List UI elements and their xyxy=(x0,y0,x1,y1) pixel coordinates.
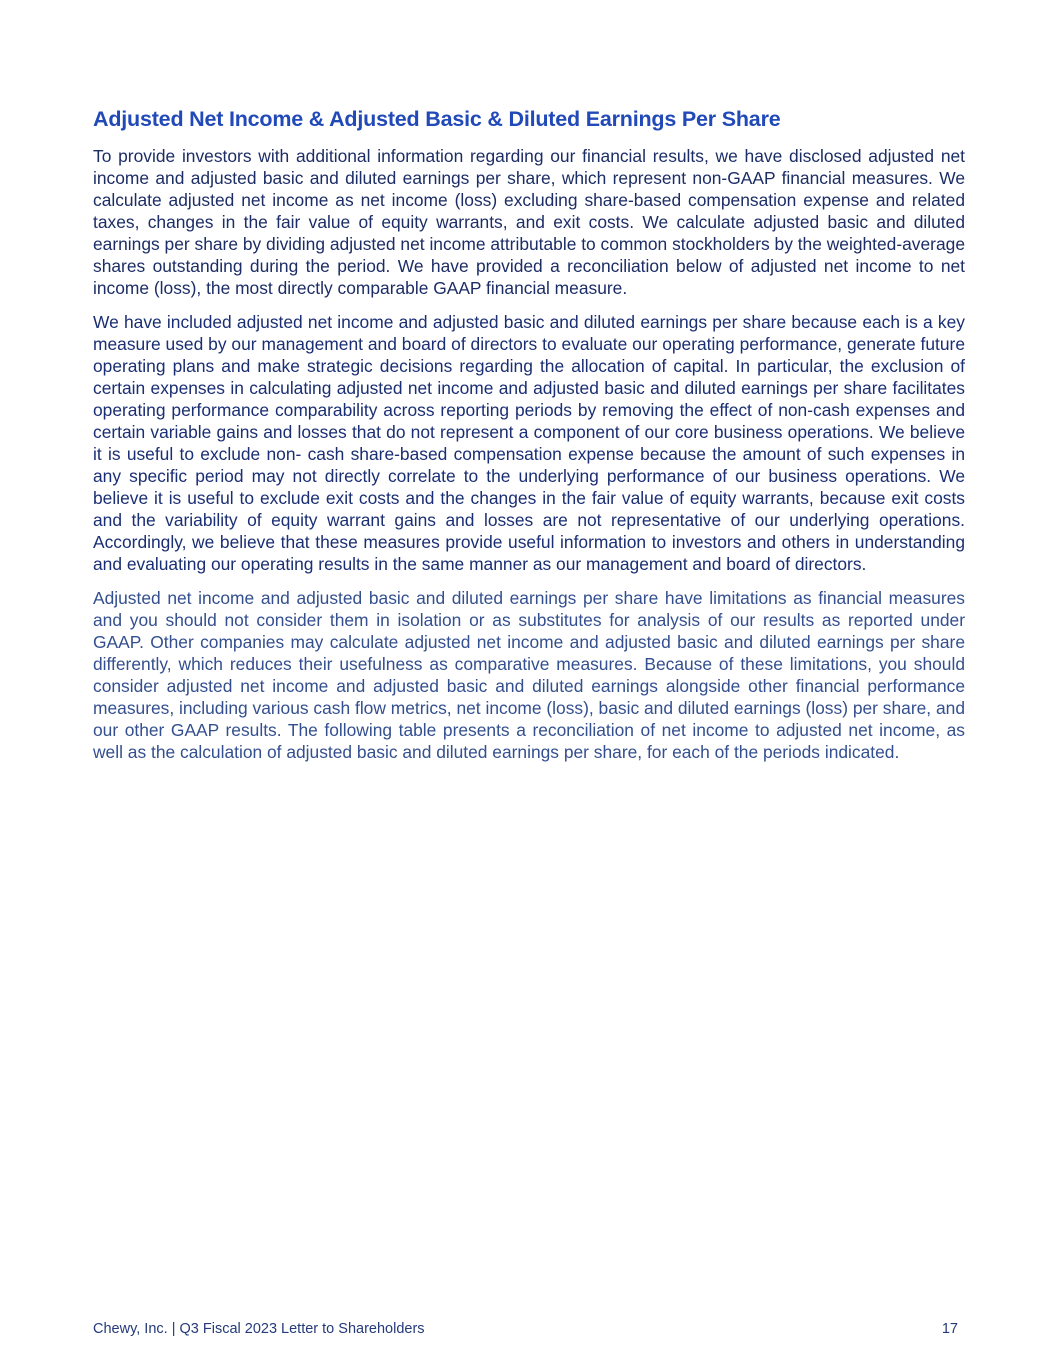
page-number: 17 xyxy=(941,1321,958,1337)
paragraph-limitations: Adjusted net income and adjusted basic and diluted earnings per share have limitations as financial measures and you should not consider them in isolation or as substitutes for analysis of our results as reported under GAAP. Other companies may calculate adjusted net income and adjusted basic and diluted earnings per share differently, which reduces their usefulness as comparative measures. Because of these limitations, you should consider adjusted net income and adjusted basic and diluted earnings alongside other financial performance measures, including various cash flow metrics, net income (loss), basic and diluted earnings (loss) per share, and our other GAAP results. The following table presents a reconciliation of net income to adjusted net income, as well as the calculation of adjusted basic and diluted earnings per share, for each of the periods indicated. xyxy=(93,588,965,762)
paragraph-non-gaap-definition: To provide investors with additional information regarding our financial results, we have disclosed adjusted net income and adjusted basic and diluted earnings per share, which represent non-GAAP financial measures. We calculate adjusted net income as net income (loss) excluding share-based compensation expense and related taxes, changes in the fair value of equity warrants, and exit costs. We calculate adjusted basic and diluted earnings per share by dividing adjusted net income attributable to common stockholders by the weighted-average shares outstanding during the period. We have provided a reconciliation below of adjusted net income to net income (loss), the most directly comparable GAAP financial measure. xyxy=(93,146,965,298)
footer-title: Chewy, Inc. | Q3 Fiscal 2023 Letter to Shareholders xyxy=(93,1321,425,1337)
paragraph-rationale: We have included adjusted net income and adjusted basic and diluted earnings per share because each is a key measure used by our management and board of directors to evaluate our operating performance, generate future operating plans and make strategic decisions regarding the allocation of capital. In particular, the exclusion of certain expenses in calculating adjusted net income and adjusted basic and diluted earnings per share facilitates operating performance comparability across reporting periods by removing the effect of non-cash expenses and certain variable gains and losses that do not represent a component of our core business operations. We believe it is useful to exclude non- cash share-based compensation expense because the amount of such expenses in any specific period may not directly correlate to the underlying performance of our business operations. We believe it is useful to exclude exit costs and the changes in the fair value of equity warrants, because exit costs and the variability of equity warrant gains and losses are not representative of our underlying operations. Accordingly, we believe that these measures provide useful information to investors and others in understanding and evaluating our operating results in the same manner as our management and board of directors. xyxy=(93,312,965,574)
main-content xyxy=(93,104,965,775)
section-heading: Adjusted Net Income & Adjusted Basic & Diluted Earnings Per Share xyxy=(93,107,781,131)
